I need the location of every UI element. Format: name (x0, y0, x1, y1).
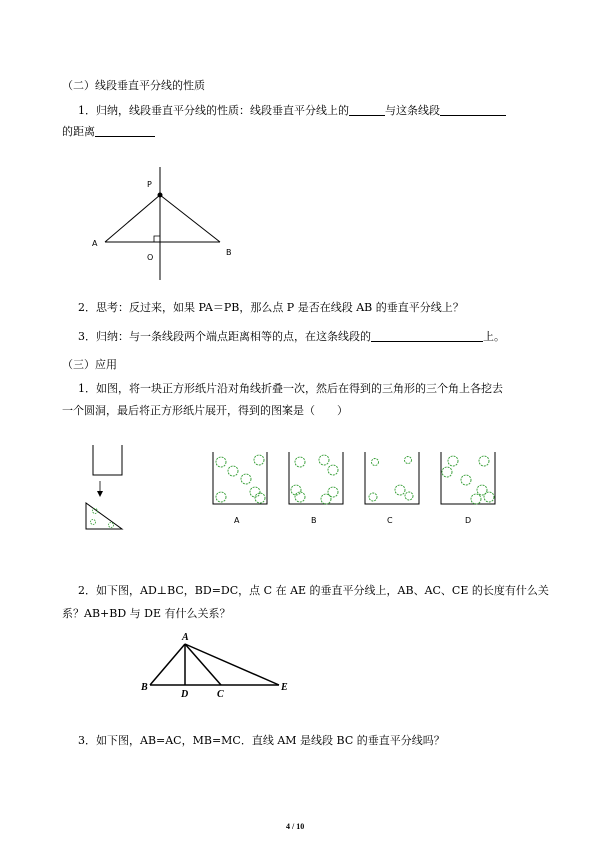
hole-icon (369, 493, 377, 501)
item-3-text-b: 上。 (483, 330, 505, 343)
answer-blank[interactable] (95, 125, 155, 137)
item-1-line-2 (62, 125, 155, 139)
option-b-label: B (311, 516, 317, 525)
hole-icon (328, 465, 338, 475)
option-a-figure[interactable] (210, 452, 270, 530)
point-p-dot (158, 193, 163, 198)
option-d-label: D (465, 516, 472, 525)
item-3 (78, 330, 505, 344)
item-3-text-a: 3．归纳：与一条线段两个端点距离相等的点，在这条线段的 (78, 330, 371, 343)
hole-icon (91, 520, 96, 525)
hole-icon (442, 467, 452, 477)
folded-triangle (86, 503, 122, 529)
hole-icon (255, 493, 265, 503)
label-a: A (182, 632, 189, 643)
hole-icon (461, 475, 471, 485)
answer-blank[interactable] (371, 330, 483, 342)
section-heading-2: （二）线段垂直平分线的性质 (62, 79, 205, 92)
hole-icon (241, 474, 251, 484)
hole-icon (295, 457, 305, 467)
label-o: O (147, 253, 154, 262)
question-2-line-1: 2．如下图，AD⊥BC，BD=DC，点 C 在 AE 的垂直平分线上，AB、AC、CE 的长度有什么关 (78, 584, 549, 597)
segment-pa (105, 195, 160, 242)
label-d: D (181, 689, 189, 700)
segment-ac (185, 644, 221, 685)
item-2: 2．思考：反过来，如果 PA＝PB，那么点 P 是否在线段 AB 的垂直平分线上？ (78, 301, 464, 314)
segment-ab (150, 644, 185, 685)
section-heading-3: （三）应用 (62, 358, 117, 371)
hole-icon (321, 494, 331, 504)
hole-icon (372, 459, 379, 466)
figure-folding (78, 445, 138, 535)
item-1-text-b: 与这条线段 (385, 104, 440, 117)
item-1-text-c: 的距离 (62, 125, 95, 138)
question-1-line-1: 1．如图，将一块正方形纸片沿对角线折叠一次，然后在得到的三角形的三个角上各挖去 (78, 382, 503, 395)
hole-icon (319, 455, 329, 465)
hole-icon (216, 492, 226, 502)
segment-pb (160, 195, 220, 242)
hole-icon (254, 455, 264, 465)
hole-icon (395, 485, 405, 495)
segment-ae (185, 644, 279, 685)
label-a: A (92, 239, 98, 248)
hole-icon (479, 456, 489, 466)
item-1-line-1 (78, 104, 506, 118)
answer-blank[interactable] (349, 104, 385, 116)
label-p: P (147, 180, 152, 189)
hole-icon (448, 456, 458, 466)
answer-blank[interactable] (440, 104, 506, 116)
question-3: 3．如下图，AB=AC，MB=MC．直线 AM 是线段 BC 的垂直平分线吗？ (78, 734, 445, 747)
right-angle-mark (154, 236, 160, 242)
option-d-figure[interactable] (438, 452, 498, 530)
hole-icon (484, 492, 494, 502)
hole-icon (109, 523, 114, 528)
page-number: 4 / 10 (286, 822, 305, 831)
figure-triangle-abe (138, 630, 298, 705)
figure-perpendicular-bisector (80, 165, 250, 285)
hole-icon (471, 494, 481, 504)
question-2-line-2: 系？AB+BD 与 DE 有什么关系？ (62, 607, 231, 620)
hole-icon (405, 492, 413, 500)
hole-icon (250, 487, 260, 497)
label-b: B (226, 248, 232, 257)
label-b: B (141, 682, 148, 693)
hole-icon (216, 457, 226, 467)
label-c: C (217, 689, 224, 700)
option-c-figure[interactable] (362, 452, 422, 530)
hole-icon (405, 457, 412, 464)
option-c-label: C (387, 516, 393, 525)
fold-arrow-head (97, 491, 103, 497)
hole-icon (228, 466, 238, 476)
folded-paper-square (93, 445, 122, 475)
label-e: E (281, 682, 288, 693)
option-a-label: A (234, 516, 240, 525)
item-1-text-a: 1．归纳，线段垂直平分线的性质：线段垂直平分线上的 (78, 104, 349, 117)
question-1-line-2: 一个圆洞，最后将正方形纸片展开，得到的图案是（ ） (62, 404, 348, 417)
hole-icon (328, 487, 338, 497)
option-b-figure[interactable] (286, 452, 346, 530)
